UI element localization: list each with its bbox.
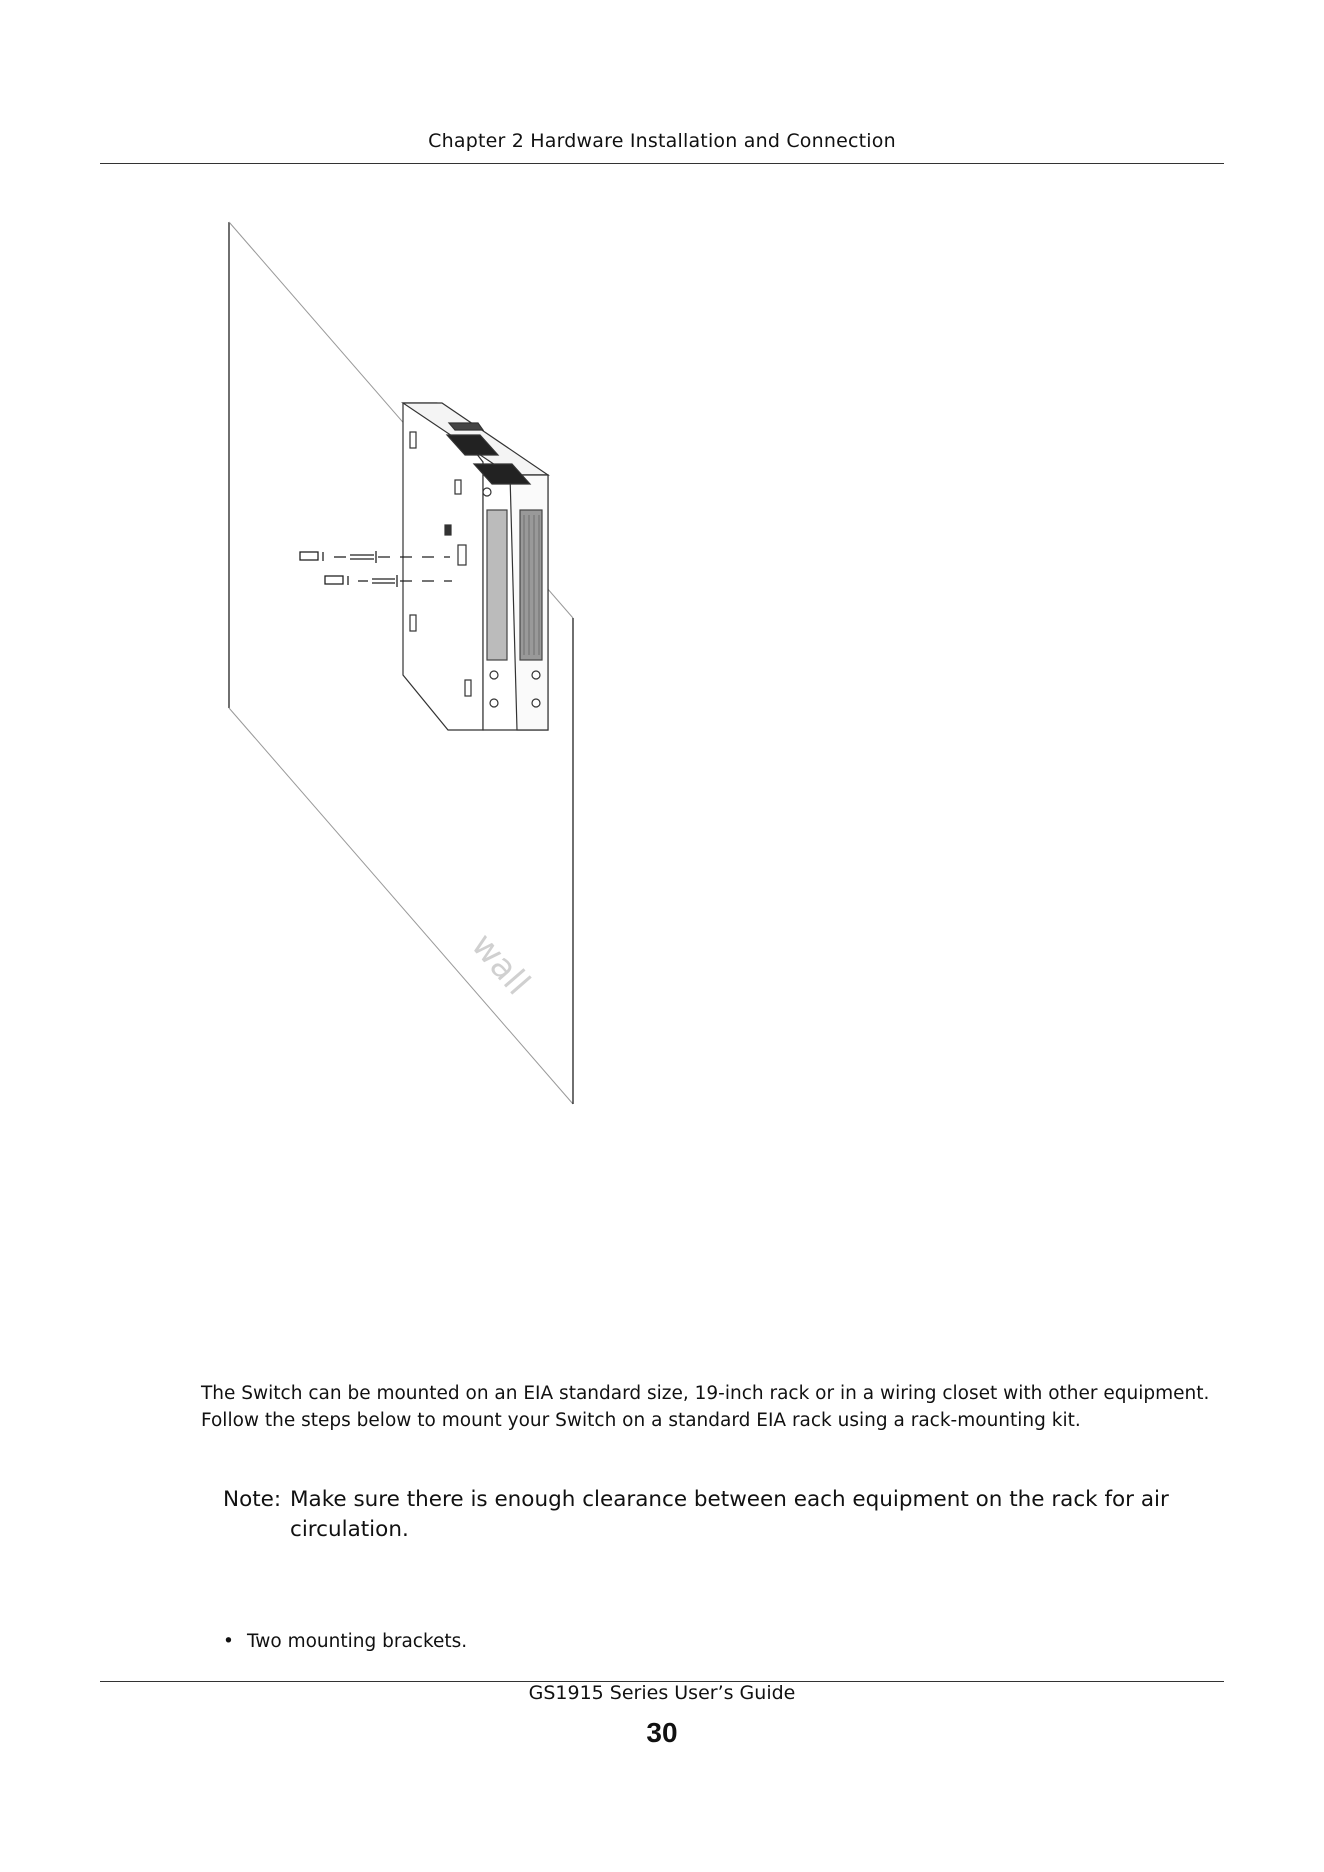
bullet-icon: • [223,1631,234,1652]
footer-guide-title: GS1915 Series User’s Guide [528,1682,796,1704]
foot-1 [490,671,498,679]
wall-bottom-diagonal [229,708,573,1104]
switch-device [403,403,548,730]
front-side-grille [487,510,507,660]
note-label: Note: [223,1487,282,1512]
list-item-text: Two mounting brackets. [247,1631,468,1652]
rack-mount-paragraph: The Switch can be mounted on an EIA standard size, 19-inch rack or in a wiring closet with other equipment. Follow the steps below to mount your Switch on a standard EIA rack using a rack-mounting kit. [201,1383,1210,1431]
side-slot-5 [465,680,471,696]
side-slot-2 [455,480,461,494]
foot-3 [490,699,498,707]
wall-label: wall [463,925,538,1003]
screw-hole-top [483,488,491,496]
chapter-header: Chapter 2 Hardware Installation and Connection [428,130,896,152]
page-number: 30 [646,1717,678,1748]
foot-4 [532,699,540,707]
top-vent-3 [449,423,483,430]
wall-anchor-lower [325,576,343,584]
foot-2 [532,671,540,679]
wall-anchor-upper [300,552,318,560]
list-item [223,1630,467,1654]
side-slot-3 [445,525,451,535]
side-slot-6 [458,545,466,565]
side-slot-1 [410,432,416,448]
note-text: Make sure there is enough clearance between each equipment on the rack for air circulation. [290,1487,1169,1542]
side-slot-4 [410,615,416,631]
